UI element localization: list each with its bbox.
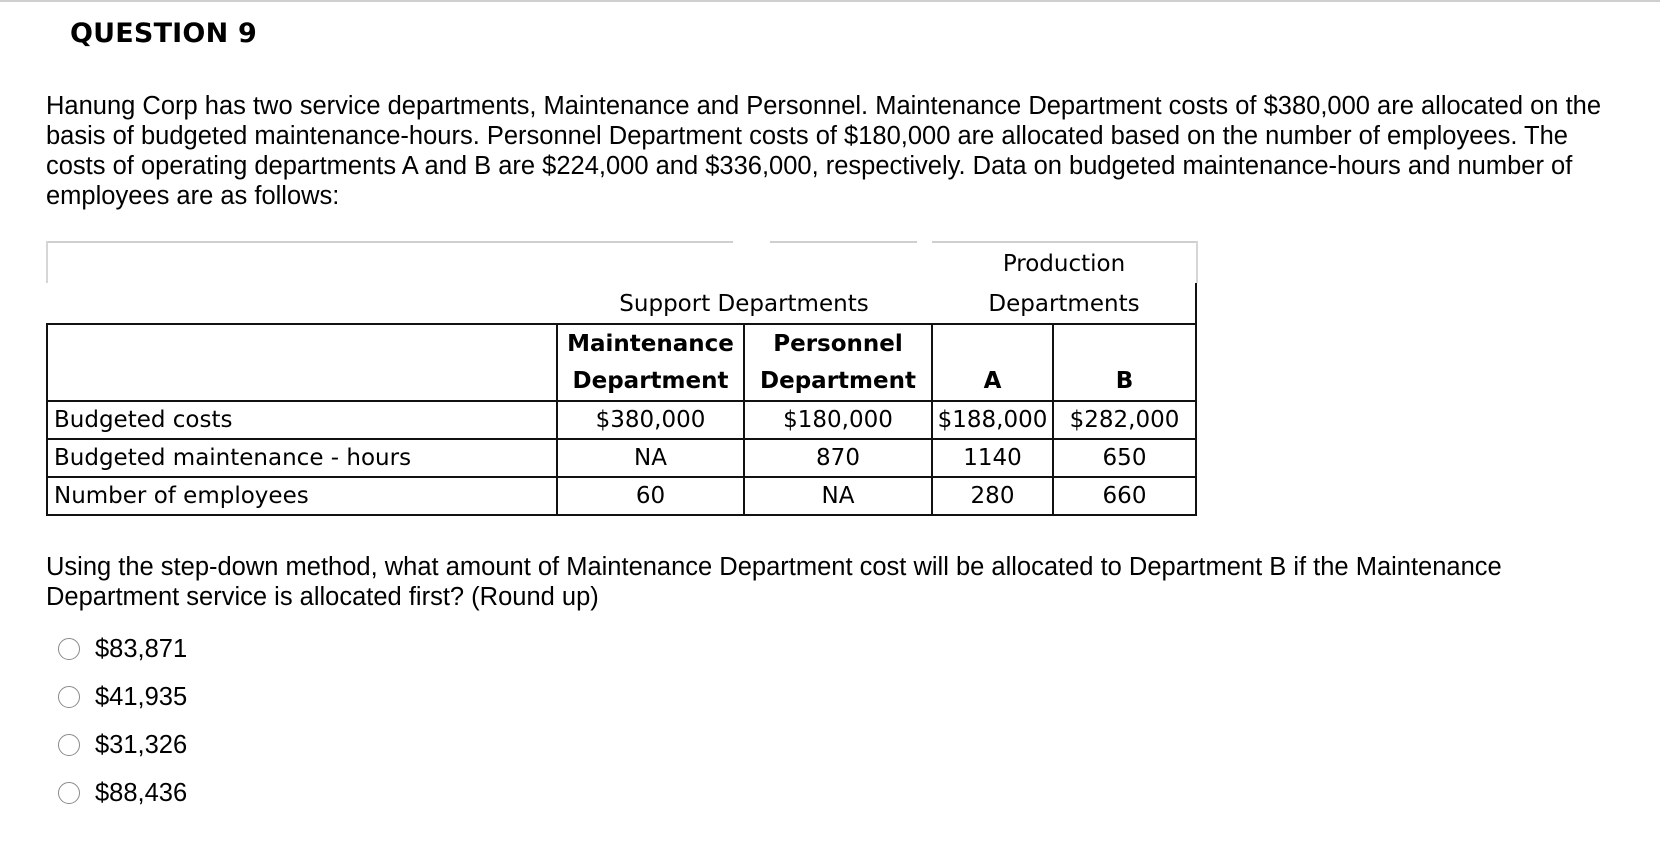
production-departments-header-line2: Departments <box>988 291 1140 317</box>
radio-button[interactable] <box>58 734 80 756</box>
table-left-edge <box>46 241 48 283</box>
radio-button[interactable] <box>58 782 80 804</box>
answer-option-label[interactable]: $83,871 <box>95 634 188 663</box>
table-cell: 650 <box>1102 445 1147 471</box>
question-prompt: Using the step-down method, what amount of Maintenance Department cost will be allocated to Department B if the Maintenance Department service is allocated first? (Round up) <box>46 553 1502 611</box>
table-cell: NA <box>821 483 855 509</box>
table-cell: NA <box>634 445 667 471</box>
answer-option-4[interactable] <box>58 769 187 817</box>
table-cell: 870 <box>816 445 860 471</box>
table-cell: 1140 <box>963 445 1022 471</box>
dept-a-column-header: A <box>983 367 1002 394</box>
table-rule <box>1195 283 1197 516</box>
table-rule <box>46 514 1197 516</box>
answer-option-label[interactable]: $88,436 <box>95 778 188 807</box>
maintenance-column-header-line2: Department <box>572 367 729 394</box>
answer-option-label[interactable]: $41,935 <box>95 682 188 711</box>
table-top-border <box>46 241 733 243</box>
table-top-border <box>770 241 917 243</box>
radio-button[interactable] <box>58 686 80 708</box>
table-cell: $282,000 <box>1069 407 1180 433</box>
answer-options <box>58 625 187 817</box>
row-label: Budgeted costs <box>54 407 233 433</box>
row-label: Budgeted maintenance - hours <box>54 445 412 471</box>
table-cell: $380,000 <box>595 407 706 433</box>
top-divider <box>0 0 1660 2</box>
question-title: QUESTION 9 <box>70 18 257 49</box>
table-cell: 60 <box>635 483 666 509</box>
production-departments-header: Production <box>1002 251 1126 277</box>
cost-data-table <box>46 241 1197 524</box>
table-cell: $188,000 <box>937 407 1048 433</box>
maintenance-column-header: Maintenance <box>567 330 734 357</box>
table-right-edge <box>1196 241 1198 283</box>
answer-option-1[interactable] <box>58 625 187 673</box>
table-cell: $180,000 <box>783 407 893 433</box>
question-text: Hanung Corp has two service departments, Maintenance and Personnel. Maintenance Department costs of $380,000 are allocated on the basis of budgeted maintenance-hours. Personnel Department costs of $180,000 are allocated based on the number of employees. The costs of operating departments A and B are $224,000 and $336,000, respectively. Data on budgeted maintenance-hours and number of employees are as follows: <box>46 92 1602 210</box>
table-cell: 280 <box>970 483 1015 509</box>
table-top-border <box>932 241 1197 243</box>
personnel-column-header-line2: Department <box>760 367 916 394</box>
row-label: Number of employees <box>54 483 309 509</box>
radio-button[interactable] <box>58 638 80 660</box>
answer-option-2[interactable] <box>58 673 187 721</box>
answer-option-3[interactable] <box>58 721 187 769</box>
table-cell: 660 <box>1102 483 1147 509</box>
support-departments-header: Support Departments <box>619 291 869 317</box>
dept-b-column-header: B <box>1115 367 1134 394</box>
answer-option-label[interactable]: $31,326 <box>95 730 188 759</box>
personnel-column-header: Personnel <box>773 330 903 357</box>
